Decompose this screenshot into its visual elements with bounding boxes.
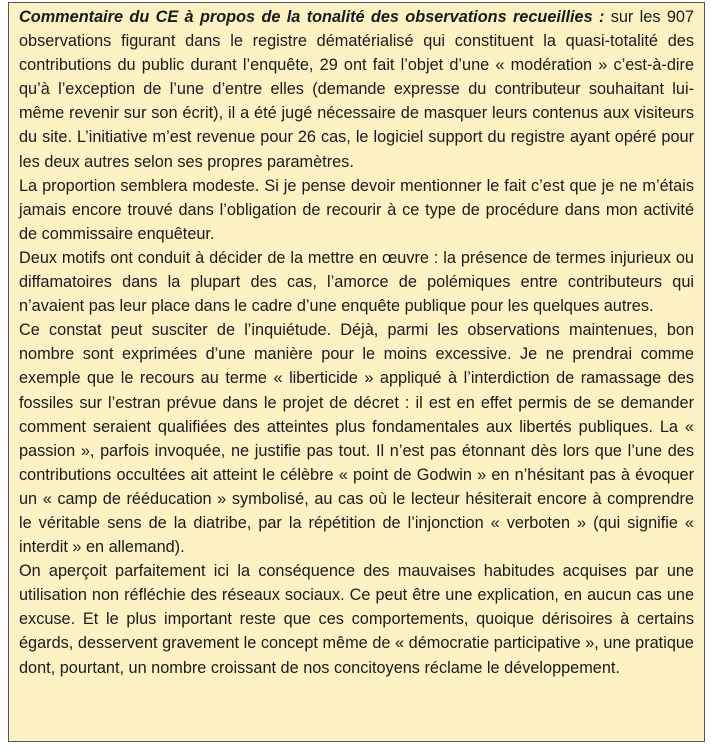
paragraph-5: On aperçoit parfaitement ici la conséquence des mauvaises habitudes acquises par une utilisation non réfléchie des réseaux sociaux. Ce peut être une explication, en aucun cas une excuse. Et le plus important reste que ces comportements, quoique dérisoires à certains égards, desservent gravement le concept même de « démocratie participative », une pratique dont, pourtant, un nombre croissant de nos concitoyens réclame le développement. [19, 562, 694, 677]
paragraph-1-text: sur les 907 observations figurant dans le registre dématérialisé qui constituent la quasi-totalité des contributions du public durant l’enquête, 29 ont fait l’objet d’une « modération » c’est-à-dire qu’à l’exception de l’une d’entre elles (demande expresse du contributeur souhaitant lui-même revenir sur son écrit), il a été jugé nécessaire de masquer leurs contenus aux visiteurs du site. L’initiative m’est revenue pour 26 cas, le logiciel support du registre ayant opéré pour les deux autres selon ses propres paramètres. [19, 8, 694, 171]
commentary-box [8, 2, 705, 742]
paragraph-1 [19, 5, 694, 174]
paragraph-2: La proportion semblera modeste. Si je pense devoir mentionner le fait c’est que je ne m’étais jamais encore trouvé dans l’obligation de recourir à ce type de procédure dans mon activité de commissaire enquêteur. [19, 176, 694, 243]
paragraph-3: Deux motifs ont conduit à décider de la mettre en œuvre : la présence de termes injurieux ou diffamatoires dans la plupart des cas, l’amorce de polémiques entre contributeurs qui n’avaient pas leur place dans le cadre d’une enquête publique pour les quelques autres. [19, 248, 694, 316]
paragraph-4: Ce constat peut susciter de l’inquiétude. Déjà, parmi les observations maintenues, bon nombre sont exprimées d’une manière pour le moins excessive. Je ne prendrai comme exemple que le recours au terme « liberticide » appliqué à l’interdiction de ramassage des fossiles sur l’estran prévue dans le projet de décret : il est en effet permis de se demander comment seraient qualifiées des atteintes plus fondamentales aux libertés publiques. La « passion », parfois invoquée, ne justifie pas tout. Il n’est pas étonnant dès lors que l’une des contributions occultées ait atteint le célèbre « point de Godwin » en n’hésitant pas à évoquer un « camp de rééducation » symbolisé, au cas où le lecteur hésiterait encore à comprendre le véritable sens de la diatribe, par la répétition de l’injonction « verboten » (qui signifie « interdit » en allemand). [19, 321, 694, 557]
commentary-heading: Commentaire du CE à propos de la tonalité des observations recueillies : [19, 8, 605, 26]
